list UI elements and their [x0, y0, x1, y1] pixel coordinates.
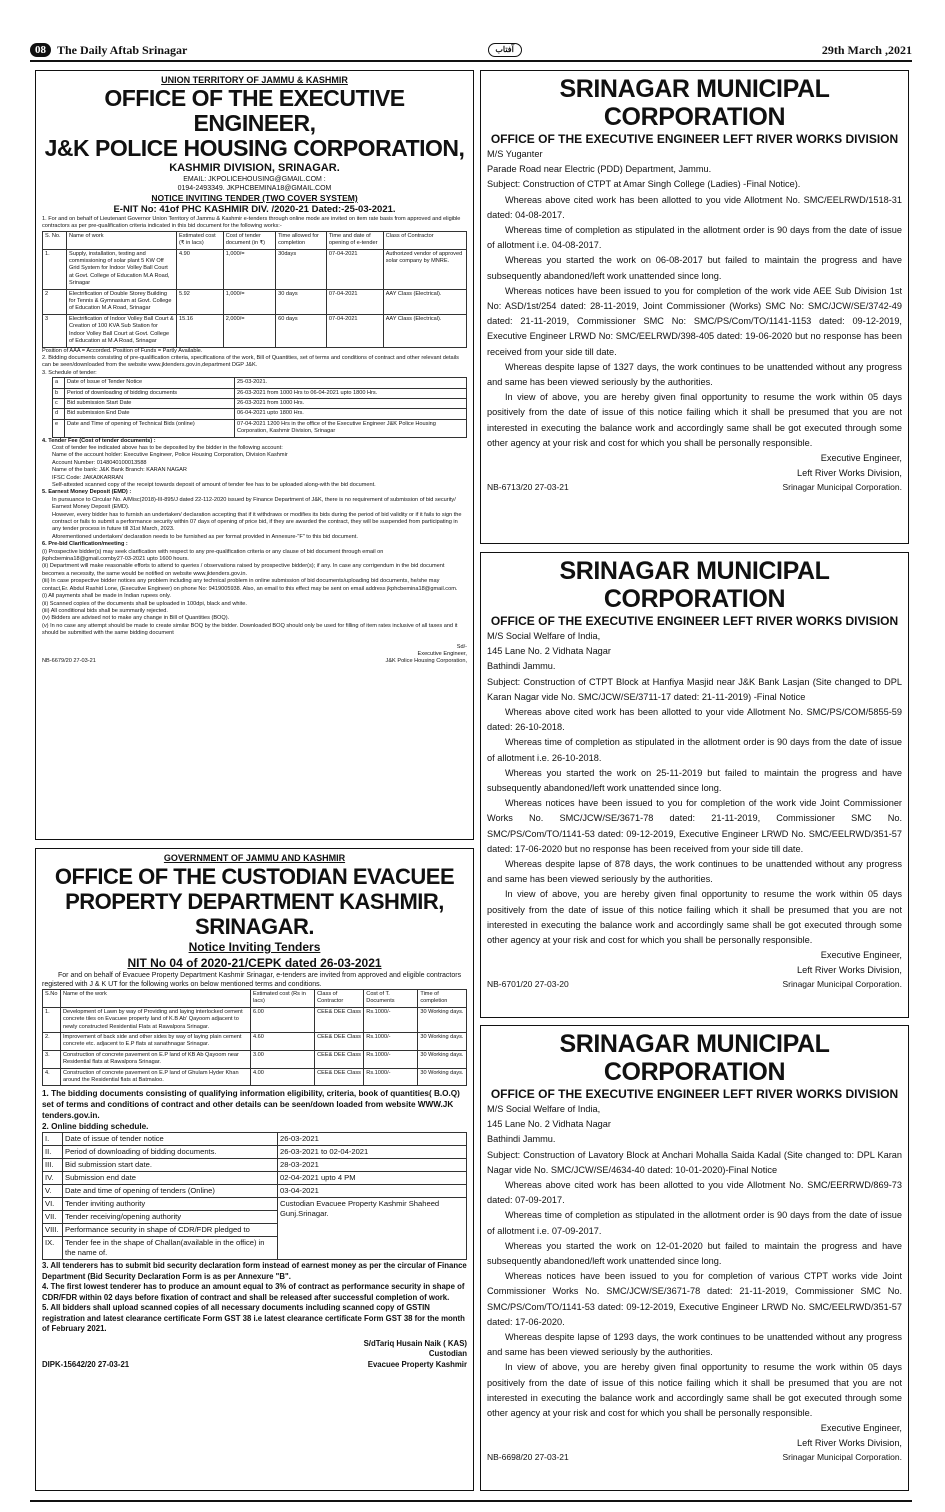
cell: Improvement of back side and other sides by way of laying plain cement concrete etc. adjacent to E.P flats at sanathnagar Srinagar. [61, 1033, 251, 1051]
list-item: (iii) All conditional bids shall be summarily rejected. [42, 607, 168, 614]
table-row [43, 1159, 467, 1172]
notice-title-1: OFFICE OF THE CUSTODIAN EVACUEE [54, 864, 455, 889]
bidding-schedule-table [42, 1132, 467, 1260]
cell: Date and time of opening of tenders (Online) [63, 1185, 278, 1198]
para-4: 4. The first lowest tenderer has to produce an amount equal to 3% of contract as performance security in shape of CDR/FDR within 02 days before fixation of contract and shall be released after successful completion of work. [42, 1282, 465, 1302]
para-2: 2. Online bidding schedule. [42, 1122, 149, 1132]
footer-line [487, 1451, 902, 1464]
col-sno: S. No. [43, 231, 67, 249]
signature-division: Left River Works Division, [796, 1438, 902, 1449]
cell: Performance security in shape of CDR/FDR pledged to [63, 1224, 278, 1237]
para-5: 5. All bidders shall upload scanned copies of all necessary documents including scanned copy of GSTIN registration and latest clearance certificate Form GST 38 i.e latest clearance certificate Form GST 38 for the month of February 2021. [42, 1303, 465, 1334]
signature-org: Srinagar Municipal Corporation. [782, 482, 902, 493]
para-5: Whereas despite lapse of 1293 days, the work continues to be unattended without any progress and same has been viewed seriously by the authorities. [487, 1332, 902, 1358]
para-4-body: Cost of tender fee indicated above has to be deposited by the bidder in the following account: Name of the account holder: Executive Engineer, Police Housing Corporation, Division Kashmir Account Number: 0148040100013588 Name of the bank: J&K Bank Branch: KARAN NAGAR IFSC Code: JAKA0KARRAN Self-attested scanned copy of the receipt towards deposit of amount of tender fee has to be uploaded along-with the bid document. [52, 444, 376, 488]
schedule-table [52, 377, 467, 437]
col-time: Time allowed for completion [276, 231, 327, 249]
col-doc: Cost of T. Documents [364, 990, 418, 1008]
table-row [53, 378, 467, 388]
cell: 4.60 [251, 1033, 315, 1051]
list-item: (i) All payments shall be made in Indian rupees only. [42, 593, 171, 600]
addressee-1: M/S Social Welfare of India, [487, 1104, 601, 1114]
notice-title-2: J&K POLICE HOUSING CORPORATION, [44, 135, 465, 161]
cell: Tender receiving/opening authority [63, 1211, 278, 1224]
custodian-tender [35, 848, 474, 1491]
para-2: Whereas time of completion as stipulated in the allotment order is 90 days from the date of issue of allotment i.e. 07-09-2017. [487, 1210, 902, 1236]
cell: II. [43, 1146, 63, 1159]
addressee-3: Bathindi Jammu. [487, 1134, 556, 1145]
para-6-ii: (ii) Department will make reasonable efforts to attend to queries / observations raised by prospective bidder(s); if any. In case any corrigendum in the bid document becomes a necessity, the same would be notified on website www.jktenders.gov.in. [42, 563, 445, 577]
reference-number: NB-6713/20 27-03-21 [487, 482, 569, 493]
cell: Rs.1000/- [364, 1068, 418, 1086]
cell: 3. [43, 1050, 61, 1068]
cell: AAY Class (Electrical). [383, 314, 466, 347]
table-row [53, 388, 467, 398]
cell: 5.92 [177, 289, 224, 314]
signature-division: Left River Works Division, [796, 965, 902, 976]
cell: 28-03-2021 [278, 1159, 467, 1172]
gov-heading: GOVERNMENT OF JAMMU AND KASHMIR [163, 853, 346, 863]
addressee-1: M/S Social Welfare of India, [487, 631, 601, 641]
nit-heading: Notice Inviting Tenders [188, 940, 321, 954]
cell: Rs.1000/- [364, 1007, 418, 1032]
para-5-heading: 5. Earnest Money Deposit (EMD) : [42, 489, 132, 496]
cell: 26-03-2021 [278, 1133, 467, 1146]
footer-line [487, 481, 902, 494]
cell: 25-03-2021. [235, 378, 467, 388]
notice-title: SRINAGAR MUNICIPAL CORPORATION [559, 1030, 830, 1086]
cell: 06-04-2021 upto 1800 Hrs. [235, 409, 467, 419]
cell: 15.16 [177, 314, 224, 347]
col-name: Name of work [67, 231, 177, 249]
notice-title-1: OFFICE OF THE EXECUTIVE ENGINEER, [104, 85, 405, 136]
cell: VI. [43, 1198, 63, 1211]
cell: Period of downloading of bidding documents. [63, 1146, 278, 1159]
signature-org: J&K Police Housing Corporation, [385, 658, 467, 665]
smc-notice-2 [480, 552, 909, 1018]
cell: a [53, 378, 65, 388]
para-3: 3. All tenderers has to submit bid security declaration form instead of earnest money as per the circular of Finance Department (Bid Security Declaration Form is as per Annexure "B". [42, 1261, 467, 1281]
list-item: (ii) Scanned copies of the documents shall be uploaded in 100dpi, black and white. [42, 600, 247, 607]
reference-number: NB-6698/20 27-03-21 [487, 1452, 569, 1463]
cell: c [53, 398, 65, 408]
intro-para: For and on behalf of Evacuee Property Department Kashmir Srinagar, e-tenders are invited from approved and eligible contractors registered with J & K UT for the following works on below mentioned terms and conditions. [42, 972, 462, 988]
cell: d [53, 409, 65, 419]
notice-subtitle: OFFICE OF THE EXECUTIVE ENGINEER LEFT RIVER WORKS DIVISION [490, 1087, 899, 1101]
cell: 07-04-2021 [326, 289, 383, 314]
cell: Rs.1000/- [364, 1050, 418, 1068]
cell: 07-04-2021 1200 Hrs in the office of the Executive Engineer J&K Police Housing Corporation, Kashmir Division, Srinagar [235, 419, 467, 437]
signature-title: Executive Engineer, [820, 950, 902, 961]
cell: 30 Working days. [418, 1033, 467, 1051]
cell: 3.00 [251, 1050, 315, 1068]
cell: Bid submission Start Date [65, 398, 235, 408]
para-3: Whereas you started the work on 06-08-2017 but failed to maintain the progress and have subsequently abandoned/left work unattended since long. [487, 255, 902, 281]
cell: Tender fee in the shape of Challan(available in the office) in the name of. [63, 1237, 278, 1260]
footer-line [42, 1360, 467, 1371]
reference-number: NB-6679/20 27-03-21 [42, 658, 96, 665]
cell: 30 days [276, 289, 327, 314]
table-header-row [43, 990, 467, 1008]
cell: III. [43, 1159, 63, 1172]
works-table [42, 989, 467, 1086]
cell: IV. [43, 1172, 63, 1185]
newspaper-logo: آفتاب [488, 43, 522, 57]
signature-title: Executive Engineer, [417, 650, 467, 657]
cell: 1,000/= [223, 249, 275, 289]
schedule-heading: 3. Schedule of tender: [42, 369, 97, 376]
notice-title: SRINAGAR MUNICIPAL CORPORATION [559, 557, 830, 613]
para-2: 2. Bidding documents consisting of pre-qualification criteria, specifications of the work, Bill of Quantities, set of terms and conditions of contract and other relevant details can be seen/downloaded from the website www.jktenders.gov.in,department DGP J&K. [42, 354, 459, 369]
col-opening: Time and date of opening of e-tender [326, 231, 383, 249]
cell: Supply, installation, testing and commissioning of solar plant 5 KW Off Grid System for Indoor Volley Ball Court at Govt. College of Education M.A Road, Srinagar [67, 249, 177, 289]
cell: 4.00 [251, 1068, 315, 1086]
enit-number: E-NIT No: 41of PHC KASHMIR DIV. /2020-21 Dated:-25-03-2021. [113, 204, 396, 215]
cell: Submission end date [63, 1172, 278, 1185]
table-row [53, 419, 467, 437]
header-left [30, 43, 187, 58]
email-line-2: 0194-2493349. JKPHCBEMINA18@GMAIL.COM [177, 185, 332, 192]
cell: CEE& DEE Class [315, 1033, 364, 1051]
cell: 6.00 [251, 1007, 315, 1032]
para-4: Whereas notices have been issued to you for completion of the work vide AEE Sub Division 1st No: ASD/1st/254 dated: 28-11-2019, Joint Commissioner (Works) SMC No: SMC/JCW/SE/3742-49 dated: 21-11-2019, Commissioner SMC No: SMC/PS/Com/TO/1141-1153 dated: 09-12-2019, Executive Engineer LRWD No: SMC/EELRWD/398-405 dated: 19-06-2020 but no response has been received from your side till date. [487, 285, 902, 357]
notice-title: SRINAGAR MUNICIPAL CORPORATION [559, 75, 830, 131]
col-time: Time of completion [418, 990, 467, 1008]
table-row [53, 398, 467, 408]
para-6: In view of above, you are hereby given final opportunity to resume the work within 05 days positively from the date of issue of this notice failing which it shall be presumed that you are not interested in executing the balance work and accordingly same shall be got executed through some other agency at your risk and cost for which you shall be personally responsible. [487, 1362, 902, 1419]
cell: Custodian Evacuee Property Kashmir Shaheed Gunj.Srinagar. [278, 1198, 467, 1260]
addressee-3: Bathindi Jammu. [487, 661, 556, 672]
cell: 1. [43, 249, 67, 289]
para-6-heading: 6. Pre-bid Clarification/meeting : [42, 541, 128, 548]
para-4: Whereas notices have been issued to you for completion of various CTPT works vide Joint Commissioner Works No. SMC/JCW/SE/3671-78 dated: 21-11-2019, Commissioner SMC No. SMC/PS/Com/TO/1141-53 dated: 09-12-2019, Executive Engineer LRWD No. SMC/EELRWD/351-57 dated: 17-06-2020. [487, 1271, 902, 1327]
table-row [43, 1198, 467, 1211]
signature-org: Srinagar Municipal Corporation. [782, 979, 902, 990]
cell: 07-04-2021 [326, 249, 383, 289]
para-5: Whereas despite lapse of 878 days, the work continues to be unattended without any progress and same has been viewed seriously by the authorities. [487, 859, 902, 885]
table-row [43, 1068, 467, 1086]
cell: AAY Class (Electrical). [383, 289, 466, 314]
signature-title: Custodian [428, 1349, 467, 1359]
position-line: Position of AAA = Accorded. Position of Funds = Partly Available. [42, 347, 203, 354]
cell: e [53, 419, 65, 437]
cell: 4. [43, 1068, 61, 1086]
para-1: 1. The bidding documents consisting of qualifying information eligibility, criteria, book of quantities( B.O.Q) set of terms and conditions of contract and other details can be seen/down loaded from website WWW.JK tenders.gov.in. [42, 1089, 460, 1121]
col-cost: Estimated cost (₹ in lacs) [177, 231, 224, 249]
col-name: Name of the work [61, 990, 251, 1008]
para-6: In view of above, you are hereby given final opportunity to resume the work within 05 days positively from the date of issue of this notice failing which it shall be presumed that you are not interested in executing the balance work and accordingly same shall be got executed through some other agency at your risk and cost for which you shall be personally responsible. [487, 392, 902, 448]
para-4-heading: 4. Tender Fee (Cost of tender documents) : [42, 437, 156, 444]
addressee-2: 145 Lane No. 2 Vidhata Nagar [487, 1119, 611, 1130]
cell: Bid submission start date. [63, 1159, 278, 1172]
cell: 3 [43, 314, 67, 347]
cell: 02-04-2021 upto 4 PM [278, 1172, 467, 1185]
reference-number: NB-6701/20 27-03-20 [487, 979, 569, 990]
nit-heading: NOTICE INVITING TENDER (TWO COVER SYSTEM) [151, 193, 358, 203]
notice-subtitle: OFFICE OF THE EXECUTIVE ENGINEER LEFT RIVER WORKS DIVISION [490, 614, 899, 628]
para-2: Whereas time of completion as stipulated in the allotment order is 90 days from the date of issue of allotment i.e. 26-10-2018. [487, 737, 902, 763]
cell: 4.90 [177, 249, 224, 289]
table-row [43, 1050, 467, 1068]
works-table [42, 231, 467, 348]
cell: CEE& DEE Class [315, 1050, 364, 1068]
cell: CEE& DEE Class [315, 1068, 364, 1086]
newspaper-name: The Daily Aftab Srinagar [57, 42, 188, 57]
cell: Date and Time of opening of Technical Bids (online) [65, 419, 235, 437]
cell: 26-03-2021 from 1000 Hrs. [235, 398, 467, 408]
cell: 30days [276, 249, 327, 289]
signature-division: Left River Works Division, [796, 468, 902, 479]
table-row [43, 289, 467, 314]
page-number: 08 [30, 43, 51, 57]
cell: 2. [43, 1033, 61, 1051]
cell: Date of issue of tender notice [63, 1133, 278, 1146]
cell: VII. [43, 1211, 63, 1224]
addressee-2: 145 Lane No. 2 Vidhata Nagar [487, 646, 611, 657]
cell: Electrification of Indoor Volley Ball Court & Creation of 100 KVA Sub Station for Indoor Volley Ball Court at Govt. College of Education at M.A Road, Srinagar [67, 314, 177, 347]
para-1: Whereas above cited work has been allotted to you vide Allotment No. SMC/EERRWD/869-73 dated: 07-09-2017. [487, 1180, 902, 1206]
cell: 30 Working days. [418, 1007, 467, 1032]
footer-line [42, 658, 467, 665]
signature-org: Srinagar Municipal Corporation. [782, 1452, 902, 1463]
ut-heading: UNION TERRITORY OF JAMMU & KASHMIR [161, 75, 348, 85]
cell: Tender inviting authority [63, 1198, 278, 1211]
nit-number: NIT No 04 of 2020-21/CEPK dated 26-03-2021 [127, 956, 382, 970]
page-bottom-rule [30, 1500, 912, 1502]
col-class: Class of Contractor [383, 231, 466, 249]
cell: Electrification of Double Storey Building for Tennis & Gymnasium at Govt. College of Education M.A Road, Srinagar [67, 289, 177, 314]
notice-subtitle: OFFICE OF THE EXECUTIVE ENGINEER LEFT RIVER WORKS DIVISION [490, 132, 899, 146]
table-header-row [43, 231, 467, 249]
col-sno: S.No [43, 990, 61, 1008]
para-1: 1. For and on behalf of Lieutenant Governor Union Territory of Jammu & Kashmir e-tenders through online mode are invited on item rate basis from approved and eligible contractors as per pre-qualification criteria indicated in this bid document for the following works:- [42, 216, 461, 230]
cell: 30 Working days. [418, 1050, 467, 1068]
cell: Date of Issue of Tender Notice [65, 378, 235, 388]
cell: CEE& DEE Class [315, 1007, 364, 1032]
cell: Period of downloading of bidding documents [65, 388, 235, 398]
col-class: Class of Contractor [315, 990, 364, 1008]
cell: Bid submission End Date [65, 409, 235, 419]
signature-title: Executive Engineer, [820, 1423, 902, 1434]
table-row [43, 1172, 467, 1185]
table-row [43, 1033, 467, 1051]
smc-notice-3 [480, 1025, 909, 1491]
cell: Authorized vendor of approved solar company by MNRE. [383, 249, 466, 289]
notice-title-2: PROPERTY DEPARTMENT KASHMIR, SRINAGAR. [65, 889, 444, 939]
footer-line [487, 978, 902, 991]
cell: 26-03-2021 to 02-04-2021 [278, 1146, 467, 1159]
col-doc: Cost of tender document (in ₹) [223, 231, 275, 249]
table-row [53, 409, 467, 419]
cell: IX. [43, 1237, 63, 1260]
division-name: KASHMIR DIVISION, SRINAGAR. [169, 162, 340, 174]
table-row [43, 314, 467, 347]
header-date: 29th March ,2021 [821, 42, 912, 57]
police-housing-tender [35, 70, 474, 840]
list-item: (v) In no case any attempt should be made to create similar BOQ by the bidder. Downloaded BOQ should only be used for filling of item rates inclusive of all taxes and it should be submitted with the same bidding document [42, 622, 458, 637]
page-header [30, 40, 912, 62]
subject: Subject: Construction of CTPT Block at Hanfiya Masjid near J&K Bank Lasjan (Site changed to DPL Karan Nagar vide No. SMC/JCW/SE/3711-17 dated: 21-11-2019) -Final Notice [487, 676, 902, 702]
cell: Construction of concrete pavement on E.P land of Ghulam Hyder Khan around the Residential flats at Batmaloo. [61, 1068, 251, 1086]
para-2: Whereas time of completion as stipulated in the allotment order is 90 days from the date of issue of allotment i.e. 04-08-2017. [487, 225, 902, 251]
cell: 60 days [276, 314, 327, 347]
cell: Construction of concrete pavement on E.P land of KB Ab Qayoom near Residential flats at Rawalpora Srinagar. [61, 1050, 251, 1068]
cell: 26-03-2021 from 1000 Hrs to 06-04-2021 upto 1800 Hrs. [235, 388, 467, 398]
cell: 07-04-2021 [326, 314, 383, 347]
addressee-1: M/S Yuganter [487, 149, 543, 159]
addressee-2: Parade Road near Electric (PDD) Department, Jammu. [487, 164, 712, 175]
cell: 1,000/= [223, 289, 275, 314]
cell: 1. [43, 1007, 61, 1032]
para-5-body: In pursuance to Circular No. A/Misc(2018)-III-895/J dated 22-112-2020 issued by Finance Department of J&K, there is no requirement of submission of bid security/ Earnest Money Deposit (EMD). However, every bidder has to furnish an undertaken/ declaration accepting that if it withdraws or modifies its bids during the period of bid validity or if it fails to sign the contract or fails to submit a performance security within 07 days of opening of price bid, if they are awarded the contract, they will be suspended from participating in any tender process in future till 31st March, 2023. Aforementioned undertaken/ declaration needs to be furnished as per format provided in Annexure-"F" to this bid document. [52, 496, 462, 540]
para-5: Whereas despite lapse of 1327 days, the work continues to be unattended without any progress and same has been viewed seriously by the authorities. [487, 361, 902, 388]
cell: V. [43, 1185, 63, 1198]
cell: VIII. [43, 1224, 63, 1237]
para-3: Whereas you started the work on 25-11-2019 but failed to maintain the progress and have subsequently abandoned/left work unattended since long. [487, 767, 902, 794]
table-row [43, 1133, 467, 1146]
para-4: Whereas notices have been issued to you for completion of the work vide Joint Commissioner Works No. SMC/JCW/SE/3671-78 dated: 21-11-2019, Commissioner SMC No. SMC/PS/Com/TO/1141-53 dated: 09-12-2019, Executive Engineer LRWD No. SMC/EELRWD/351-57 dated: 17-06-2020 but no response has been received from your side till date. [487, 798, 902, 854]
subject: Subject: Construction of Lavatory Block at Anchari Mohalla Saida Kadal (Site changed to: DPL Karan Nagar vide No. SMC/JCW/SE/4634-40 dated: 10-01-2020)-Final Notice [487, 1149, 902, 1175]
para-3: Whereas you started the work on 12-01-2020 but failed to maintain the progress and have subsequently abandoned/left work unattended since long. [487, 1240, 902, 1267]
col-cost: Estimated cost (Rs in lacs) [251, 990, 315, 1008]
reference-number: DIPK-15642/20 27-03-21 [42, 1359, 130, 1369]
para-6: In view of above, you are hereby given final opportunity to resume the work within 05 days positively from the date of issue of this notice failing which it shall be presumed that you are not interested in executing the balance work and accordingly same shall be got executed through some other agency at your risk and cost for which you shall be personally responsible. [487, 889, 902, 946]
cell: 2,000/= [223, 314, 275, 347]
subject: Subject: Construction of CTPT at Amar Singh College (Ladies) -Final Notice). [487, 179, 801, 190]
list-item: (iv) Bidders are advised not to make any change in Bill of Quantities (BOQ). [42, 615, 230, 622]
cell: 03-04-2021 [278, 1185, 467, 1198]
para-6-i: (i) Prospective bidder(s) may seek clarification with respect to any pre-qualification criteria or any clause of bid document through email on jkphcbemina18@gmail.comby27-03-2021 upto 1600 hours. [42, 548, 384, 563]
signature-org: Evacuee Property Kashmir [367, 1359, 467, 1369]
signature-title: Executive Engineer, [820, 453, 902, 464]
email-line-1: EMAIL: JKPOLICEHOUSING@GMAIL.COM : [183, 176, 326, 183]
cell: b [53, 388, 65, 398]
para-6-iii: (iii) In case prospective bidder notices any problem including any technical problem in online submission of bid documents/uploading bid documents, he/she may contact,Er. Abdul Rashid Lone, (Executive Engineer) on phone No: 9419005938. Also, an email to this effect may be sent on email address jkphcbemina18@gmail.com. [42, 578, 458, 592]
signature-name: S/dTariq Husain Naik ( KAS) [363, 1338, 467, 1348]
table-row [43, 249, 467, 289]
cell: Rs.1000/- [364, 1033, 418, 1051]
para-1: Whereas above cited work has been allotted to your vide Allotment No. SMC/PS/COM/5855-59 dated: 26-10-2018. [487, 707, 902, 733]
table-row [43, 1007, 467, 1032]
para-1: Whereas above cited work has been allotted to you vide Allotment No. SMC/EELRWD/1518-31 dated: 04-08-2017. [487, 194, 902, 220]
table-row [43, 1146, 467, 1159]
cell: 2 [43, 289, 67, 314]
signature-sd: Sd/- [456, 643, 467, 650]
cell: I. [43, 1133, 63, 1146]
cell: 30 Working days. [418, 1068, 467, 1086]
table-row [43, 1185, 467, 1198]
cell: Development of Lawn by way of Providing and laying interlocked cement concrete tiles on Evacuee property land of K.B Ab' Qayoom adjacent to newly constructed Residential Flats at Rawalpora Srinagar. [61, 1007, 251, 1032]
smc-notice-1 [480, 70, 909, 544]
